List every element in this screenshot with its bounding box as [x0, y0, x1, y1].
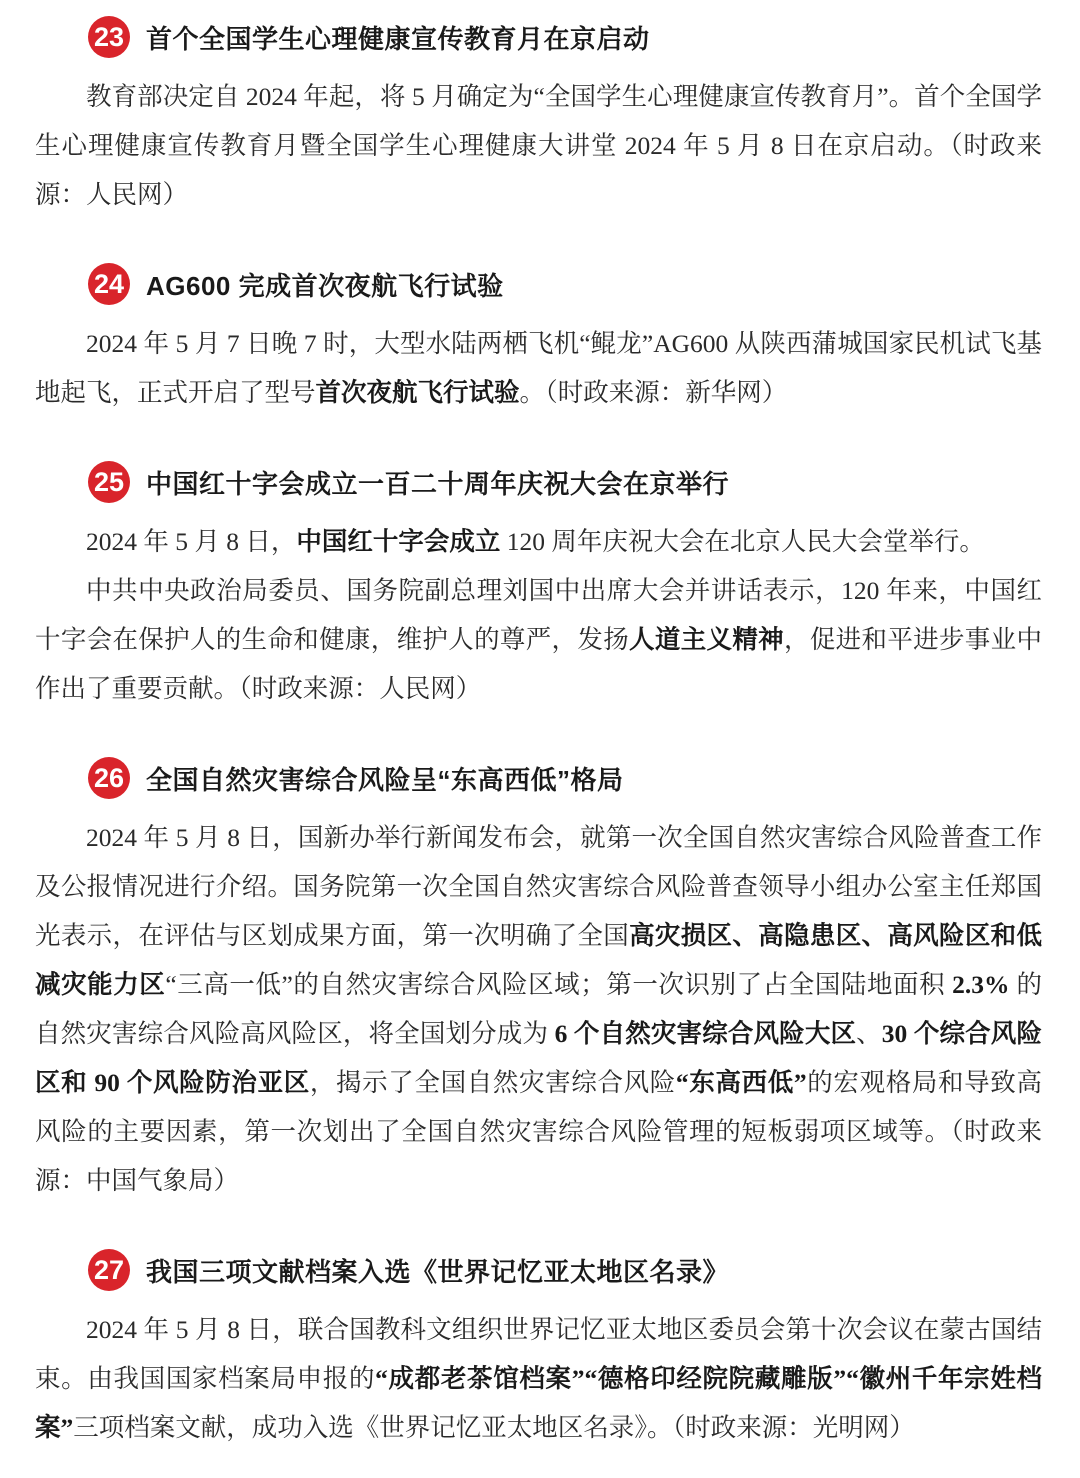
- news-item-23: [35, 12, 1042, 219]
- news-paragraph: [35, 319, 1042, 417]
- news-title: 我国三项文献档案入选《世界记忆亚太地区名录》: [146, 1256, 730, 1287]
- body-text: 2024 年 5 月 8 日，联合国教科文组织世界记忆亚太地区委员会第十次会议在蒙古国结束。由我国国家档案局申报的: [35, 1315, 1042, 1393]
- number-badge: 27: [88, 1249, 130, 1291]
- news-heading: [88, 457, 1042, 507]
- body-text: 2024 年 5 月 8 日，: [86, 527, 297, 556]
- body-text: 、: [856, 1019, 882, 1048]
- number-badge: 25: [88, 461, 130, 503]
- number-badge: 26: [88, 757, 130, 799]
- news-item-25: [35, 457, 1042, 713]
- emphasis-text: 高灾损区、高隐患区、高风险区和低减灾能力区: [35, 921, 1042, 999]
- body-text: 120 周年庆祝大会在北京人民大会堂举行。: [500, 527, 985, 556]
- news-paragraph: [35, 566, 1042, 713]
- emphasis-text: 首次夜航飞行试验: [315, 378, 520, 407]
- emphasis-text: “成都老茶馆档案”“德格印经院院藏雕版”“徽州千年宗姓档案”: [35, 1364, 1042, 1442]
- body-text: “三高一低”的自然灾害综合风险区域；第一次识别了占全国陆地面积: [165, 970, 953, 999]
- news-heading: [88, 753, 1042, 803]
- news-item-27: [35, 1245, 1042, 1452]
- body-text: 。（时政来源：新华网）: [519, 378, 788, 407]
- body-text: 2024 年 5 月 7 日晚 7 时，大型水陆两栖飞机“鲲龙”AG600 从陕西蒲城国家民机试飞基地起飞，正式开启了型号: [35, 329, 1042, 407]
- number-badge: 24: [88, 263, 130, 305]
- news-paragraph: [35, 72, 1042, 219]
- body-text: 的自然灾害综合风险高风险区，将全国划分成为: [35, 970, 1042, 1048]
- body-text: 2024 年 5 月 8 日，国新办举行新闻发布会，就第一次全国自然灾害综合风险普查工作及公报情况进行介绍。国务院第一次全国自然灾害综合风险普查领导小组办公室主任郑国光表示，在评估与区划成果方面，第一次明确了全国: [35, 823, 1042, 950]
- news-paragraph: [35, 517, 1042, 566]
- body-text: 的宏观格局和导致高风险的主要因素，第一次划出了全国自然灾害综合风险管理的短板弱项区域等。（时政来源：中国气象局）: [35, 1068, 1042, 1195]
- number-badge: 23: [88, 16, 130, 58]
- news-title: AG600 完成首次夜航飞行试验: [146, 270, 504, 301]
- emphasis-text: 30 个综合风险区和 90 个风险防治亚区: [35, 1019, 1042, 1097]
- body-text: 教育部决定自 2024 年起，将 5 月确定为“全国学生心理健康宣传教育月”。首个全国学生心理健康宣传教育月暨全国学生心理健康大讲堂 2024 年 5 月 8 日在京启动。（时政来源：人民网）: [35, 82, 1042, 209]
- news-title: 全国自然灾害综合风险呈“东高西低”格局: [146, 764, 624, 795]
- news-title: 中国红十字会成立一百二十周年庆祝大会在京举行: [146, 468, 730, 499]
- body-text: 三项档案文献，成功入选《世界记忆亚太地区名录》。（时政来源：光明网）: [73, 1413, 915, 1442]
- news-heading: [88, 12, 1042, 62]
- news-item-26: [35, 753, 1042, 1205]
- body-text: ，促进和平进步事业中作出了重要贡献。（时政来源：人民网）: [35, 625, 1042, 703]
- body-text: ，揭示了全国自然灾害综合风险: [309, 1068, 676, 1097]
- news-heading: [88, 259, 1042, 309]
- emphasis-text: 人道主义精神: [629, 625, 785, 654]
- news-paragraph: [35, 1305, 1042, 1452]
- news-paragraph: [35, 813, 1042, 1205]
- emphasis-text: 中国红十字会成立: [296, 527, 501, 556]
- emphasis-text: 6 个自然灾害综合风险大区: [554, 1019, 857, 1048]
- news-item-24: [35, 259, 1042, 417]
- emphasis-text: 2.3%: [952, 970, 1010, 999]
- news-title: 首个全国学生心理健康宣传教育月在京启动: [146, 23, 650, 54]
- body-text: 中共中央政治局委员、国务院副总理刘国中出席大会并讲话表示，120 年来，中国红十字会在保护人的生命和健康，维护人的尊严，发扬: [35, 576, 1042, 654]
- emphasis-text: “东高西低”: [675, 1068, 807, 1097]
- news-heading: [88, 1245, 1042, 1295]
